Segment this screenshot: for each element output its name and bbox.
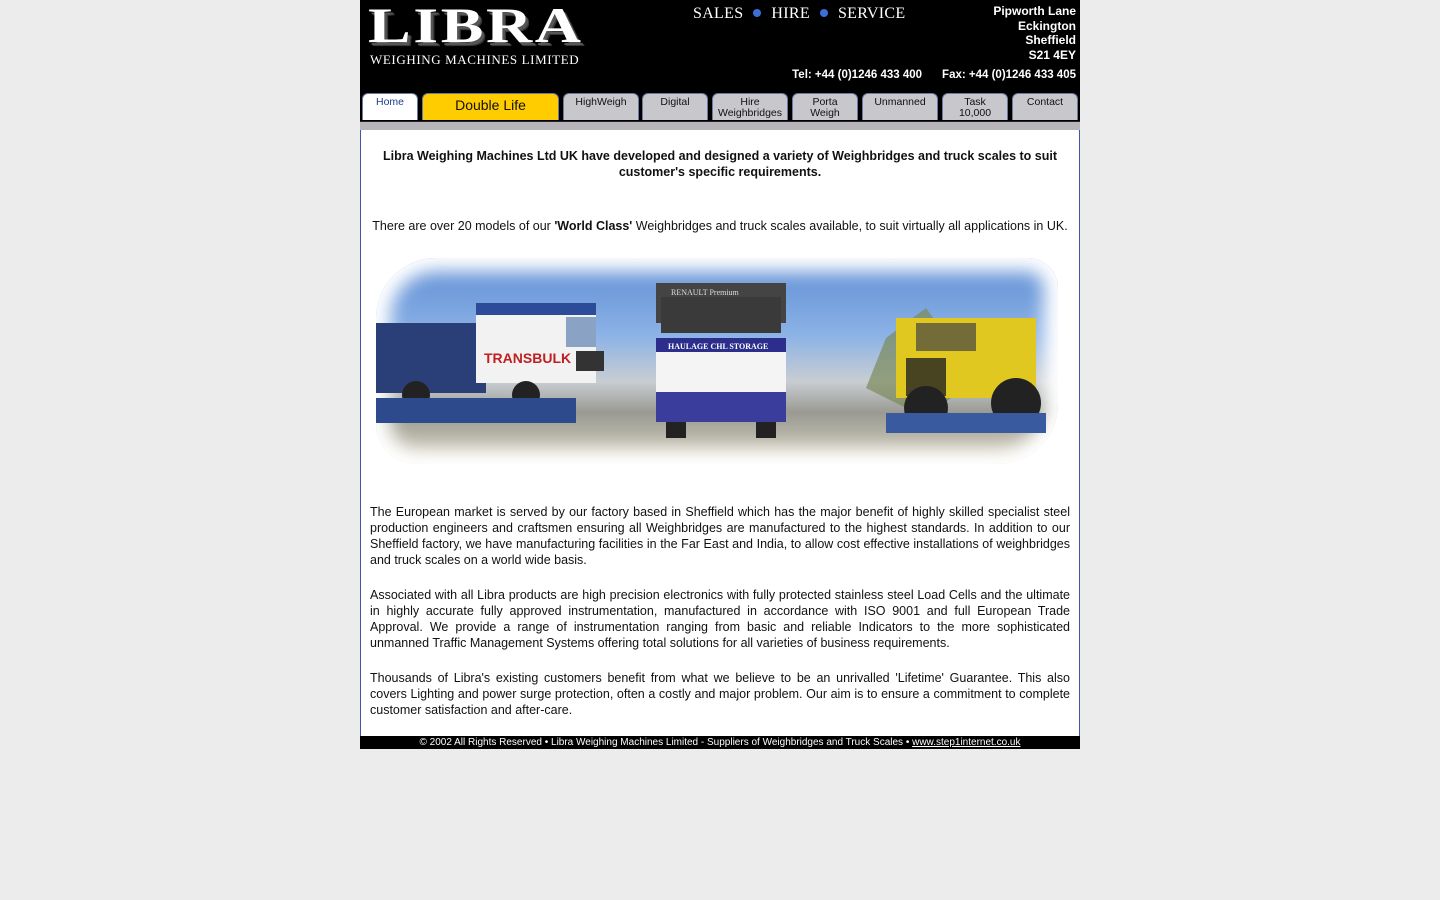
truck2-livery: HAULAGE CHL STORAGE (668, 342, 769, 351)
address (993, 4, 1076, 62)
tagline (693, 5, 905, 23)
paragraph-european-market: The European market is served by our factory based in Sheffield which has the major benefit of highly skilled specialist steel production engineers and craftsmen ensuring all Weighbridges are manufactured to the highest standards. In addition to our Sheffield factory, we have manufacturing facilities in the Far East and India, to allow cost effective installations of weighbridges and truck scales on a world wide basis. (370, 505, 1070, 567)
truck1-label: TRANSBULK (484, 350, 572, 366)
address-line: Sheffield (1025, 33, 1076, 47)
contact-line (792, 69, 1076, 81)
logo[interactable] (366, 2, 634, 66)
tab-label: Task (964, 96, 986, 108)
intro-pre: There are over 20 models of our (372, 219, 555, 233)
fax: Fax: +44 (0)1246 433 405 (942, 69, 1076, 81)
tab-label: Hire (740, 96, 760, 108)
footer (360, 736, 1080, 749)
tab-task-10000[interactable] (942, 93, 1008, 120)
dump-truck-illustration (866, 298, 1046, 438)
hero-image-weighbridges (366, 246, 1074, 490)
address-line: S21 4EY (1028, 47, 1076, 62)
tab-double-life[interactable] (422, 93, 559, 120)
bullet-icon (753, 9, 761, 17)
intro-post: Weighbridges and truck scales available, to suit virtually all applications in UK. (632, 219, 1068, 233)
tab-label-line2: 10,000 (958, 107, 992, 119)
tab-hire-weighbridges[interactable] (712, 93, 788, 120)
footer-link[interactable]: www.step1internet.co.uk (912, 737, 1021, 748)
tab-digital[interactable] (642, 93, 708, 120)
paragraph-guarantee: Thousands of Libra's existing customers benefit from what we believe to be an unrivalled 'Lifetime' Guarantee. This also covers Lighting and power surge protection, often a costly and major problem. Our aim is to ensure a commitment to complete customer satisfaction and after-care. (370, 671, 1070, 717)
tab-home[interactable] (362, 93, 418, 120)
tab-highweigh[interactable] (563, 93, 639, 120)
header (360, 0, 1080, 91)
logo-main-text: LIBRA (368, 0, 584, 53)
address-line: Eckington (1017, 18, 1076, 33)
hero-photo (376, 258, 1058, 464)
telephone: Tel: +44 (0)1246 433 400 (792, 69, 923, 81)
tab-unmanned[interactable] (862, 93, 938, 120)
paragraph-electronics: Associated with all Libra products are high precision electronics with fully protected stainless steel Load Cells and the ultimate in highly accurate fully approved instrumentation, manufactured in accordance with ISO 9001 and full European Trade Approval. We provide a range of instrumentation ranging from basic and reliable Indicators to the more sophisticated unmanned Traffic Management Systems offering total solutions for all varieties of business requirements. (370, 588, 1070, 650)
tagline-sales: SALES (693, 5, 744, 22)
footer-copyright: © 2002 All Rights Reserved • Libra Weighing Machines Limited - Suppliers of Weighbridges and Truck Scales • (419, 737, 913, 748)
address-line: Pipworth Lane (993, 4, 1076, 18)
tagline-service: SERVICE (837, 5, 906, 22)
intro-bold: 'World Class' (554, 219, 633, 233)
tab-label: Unmanned (874, 96, 926, 108)
page (360, 0, 1080, 749)
logo-sub-text: WEIGHING MACHINES LIMITED (370, 52, 580, 67)
nav-tabs (360, 91, 1080, 124)
transbulk-truck-illustration (376, 303, 626, 423)
main-content (360, 129, 1080, 736)
tab-bar-base (360, 121, 1080, 130)
tab-contact[interactable] (1012, 93, 1078, 120)
tab-label: Porta (812, 96, 838, 108)
tab-label: HighWeigh (575, 96, 627, 108)
tab-label-line2: Weigh (810, 107, 840, 119)
tab-label: Contact (1026, 96, 1064, 108)
tab-label: Digital (660, 96, 690, 108)
bullet-icon (820, 9, 828, 17)
tab-label: Double Life (455, 97, 526, 113)
intro-text (370, 218, 1070, 234)
tab-porta-weigh[interactable] (792, 93, 858, 120)
renault-truck-illustration (646, 283, 796, 438)
lead-heading: Libra Weighing Machines Ltd UK have developed and designed a variety of Weighbridges and truck scales to suit customer's specific requirements. (383, 149, 1057, 179)
truck2-brand: RENAULT Premium (671, 288, 739, 297)
tab-label-line2: Weighbridges (717, 107, 782, 119)
tab-label: Home (375, 96, 404, 108)
tagline-hire: HIRE (771, 5, 810, 22)
